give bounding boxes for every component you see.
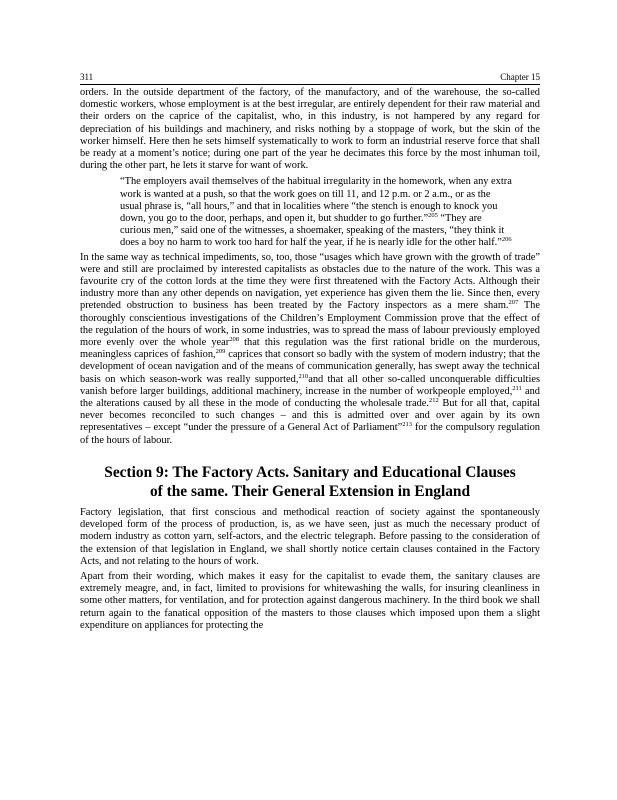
text-segment: and the alterations caused by all these in the mode of conducting the wholesale trade.	[80, 385, 540, 410]
text-segment: for the compulsory regulation of the hours of labour.	[80, 422, 540, 446]
running-header	[80, 72, 540, 85]
footnote-ref-207[interactable]: 207	[508, 299, 519, 307]
quote-text-a: “The employers avail themselves of the habitual irregularity in the homework, when any extra work is wanted at a push, so that the work goes on till 11, and 12 p.m. or 2 a.m., or as the usual phrase is, “all hours,” and that in localities where “the stench is enough to knock you down, you go to the door, perhaps, and open it, but shudder to go further.”	[120, 176, 512, 225]
text-segment: caprices that consort so badly with the system of modern industry; that the development of ocean navigation and of the means of communication generally, has swept away the technical basis on which season-work was really supported,	[80, 349, 540, 385]
footnote-ref-209[interactable]: 209	[215, 348, 226, 356]
block-quote	[120, 176, 512, 249]
paragraph-technical-impediments	[80, 252, 540, 447]
chapter-label: Chapter 15	[500, 72, 540, 82]
paragraph-orders: orders. In the outside department of the factory, of the manufactory, and of the warehouse, the so-called domestic workers, whose employment is at the best irregular, are entirely dependent for their raw material and their orders on the caprice of the capitalist, who, in this industry, is not hampered by any regard for depreciation of his buildings and machinery, and risks nothing by a stoppage of work, but the skin of the worker himself. Here then he sets himself systematically to work to form an industrial reserve force that shall be ready at a moment’s notice; during one part of the year he decimates this force by the most inhuman toil, during the other part, he lets it starve for want of work.	[80, 87, 540, 172]
text-segment: The thoroughly conscientious investigations of the Children’s Employment Commission prove that the effect of the regulation of the hours of work, in some industries, was to spread the mass of labour previously employed more evenly over the whole year	[80, 300, 540, 349]
footnote-ref-208[interactable]: 208	[229, 336, 239, 344]
section-heading-line-2: of the same. Their General Extension in England	[149, 482, 471, 500]
section-heading-line-1: Section 9: The Factory Acts. Sanitary and Educational Clauses	[104, 463, 516, 481]
paragraph-sanitary-clauses: Apart from their wording, which makes it easy for the capitalist to evade them, the sanitary clauses are extremely meagre, and, in fact, limited to provisions for whitewashing the walls, for insuring cleanliness in some other matters, for ventilation, and for protection against dangerous machinery. In the third book we shall return again to the fanatical opposition of the masters to those clauses which imposed upon them a slight expenditure on appliances for protecting the	[80, 570, 540, 631]
page-number: 311	[80, 72, 94, 82]
paragraph-factory-legislation: Factory legislation, that first conscious and methodical reaction of society against the spontaneously developed form of the process of production, is, as we have seen, just as much the necessary product of modern industry as cotton yarn, self-actors, and the electric telegraph. Before passing to the consideration of the extension of that legislation in England, we shall shortly notice certain clauses contained in the Factory Acts, and not relating to the hours of work.	[80, 506, 540, 567]
text-segment: In the same way as technical impediments, so, too, those “usages which have grown with the growth of trade” were and still are proclaimed by interested capitalists as obstacles due to the nature of the work. This was a favourite cry of the cotton lords at the time they were first threatened with the Factory Acts. Although their industry more than any other depends on navigation, yet experience has given them the lie. Since then, every pretended obstruction to business has been treated by the Factory inspectors as a mere sham.	[80, 251, 540, 312]
document-page	[80, 72, 540, 632]
quote-text-b: “They are curious men,” said one of the witnesses, a shoemaker, speaking of the masters, “they think it does a boy no harm to work too hard for half the year, if he is nearly idle for the other half.”	[120, 213, 505, 249]
text-segment: and that all other so-called unconquerable difficulties vanish before larger buildings, additional machinery, increase in the number of workpeople employed,	[80, 373, 540, 397]
footnote-ref-213[interactable]: 213	[402, 421, 412, 429]
footnote-ref-211[interactable]: 211	[512, 384, 522, 392]
text-segment: But for all that, capital never becomes reconciled to such changes – and this is admitted over and over again by its own representatives – except “under the pressure of a General Act of Parliament”	[80, 398, 540, 434]
footnote-ref-212[interactable]: 212	[429, 397, 439, 405]
footnote-ref-206[interactable]: 206	[501, 236, 512, 244]
text-segment: that this regulation was the first rational bridle on the murderous, meaningless caprices of fashion,	[80, 337, 540, 361]
footnote-ref-210[interactable]: 210	[298, 372, 309, 380]
footnote-ref-205[interactable]: 205	[428, 212, 438, 220]
section-heading	[80, 463, 540, 501]
